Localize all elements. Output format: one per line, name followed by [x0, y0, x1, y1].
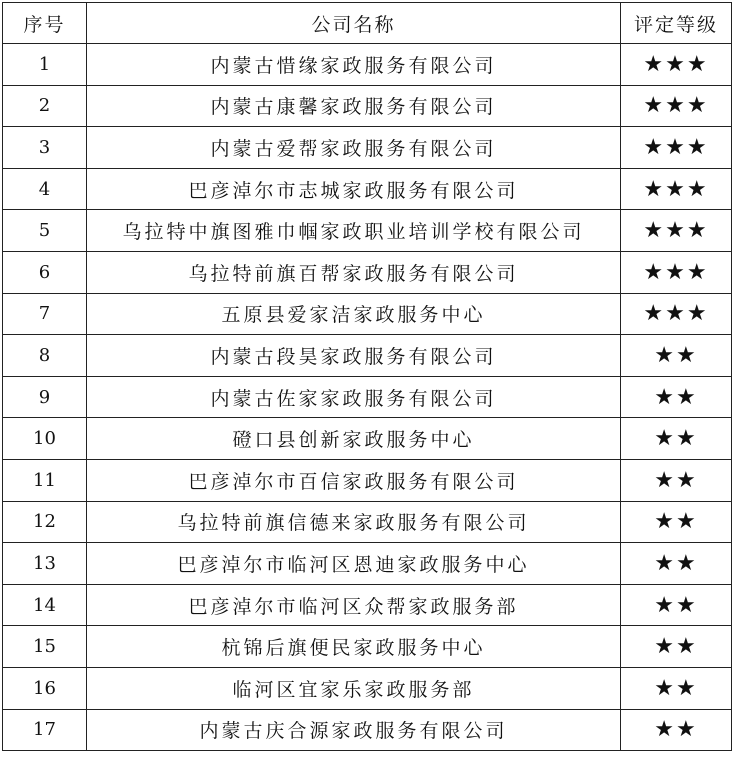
row-company-name: 内蒙古庆合源家政服务有限公司 — [87, 709, 621, 751]
row-company-name: 乌拉特前旗百帮家政服务有限公司 — [87, 251, 621, 293]
row-rating-stars: ★★★ — [621, 251, 732, 293]
row-company-name: 内蒙古段昊家政服务有限公司 — [87, 335, 621, 377]
row-serial-number: 2 — [3, 85, 87, 127]
row-serial-number: 8 — [3, 335, 87, 377]
row-serial-number: 1 — [3, 44, 87, 86]
row-serial-number: 11 — [3, 459, 87, 501]
row-serial-number: 4 — [3, 168, 87, 210]
table-row — [3, 210, 732, 252]
row-rating-stars: ★★ — [621, 501, 732, 543]
row-rating-stars: ★★ — [621, 626, 732, 668]
row-rating-stars: ★★ — [621, 376, 732, 418]
row-company-name: 巴彦淖尔市临河区恩迪家政服务中心 — [87, 543, 621, 585]
row-rating-stars: ★★ — [621, 667, 732, 709]
row-serial-number: 12 — [3, 501, 87, 543]
row-rating-stars: ★★★ — [621, 127, 732, 169]
table-row — [3, 251, 732, 293]
row-serial-number: 10 — [3, 418, 87, 460]
table-row — [3, 168, 732, 210]
row-company-name: 巴彦淖尔市临河区众帮家政服务部 — [87, 584, 621, 626]
company-rating-table — [2, 2, 732, 751]
row-company-name: 内蒙古爱帮家政服务有限公司 — [87, 127, 621, 169]
table-header — [3, 3, 732, 44]
row-company-name: 内蒙古惜缘家政服务有限公司 — [87, 44, 621, 86]
header-row — [3, 3, 732, 44]
row-rating-stars: ★★ — [621, 584, 732, 626]
row-serial-number: 15 — [3, 626, 87, 668]
row-company-name: 临河区宜家乐家政服务部 — [87, 667, 621, 709]
row-serial-number: 6 — [3, 251, 87, 293]
table-row — [3, 459, 732, 501]
row-serial-number: 3 — [3, 127, 87, 169]
table-row — [3, 667, 732, 709]
row-company-name: 乌拉特前旗信德来家政服务有限公司 — [87, 501, 621, 543]
row-rating-stars: ★★ — [621, 335, 732, 377]
row-serial-number: 7 — [3, 293, 87, 335]
row-rating-stars: ★★★ — [621, 210, 732, 252]
row-serial-number: 17 — [3, 709, 87, 751]
row-rating-stars: ★★★ — [621, 168, 732, 210]
row-rating-stars: ★★ — [621, 459, 732, 501]
table-row — [3, 543, 732, 585]
table-row — [3, 626, 732, 668]
table-row — [3, 709, 732, 751]
table-body — [3, 44, 732, 751]
row-serial-number: 5 — [3, 210, 87, 252]
row-company-name: 杭锦后旗便民家政服务中心 — [87, 626, 621, 668]
row-company-name: 巴彦淖尔市百信家政服务有限公司 — [87, 459, 621, 501]
table-row — [3, 293, 732, 335]
table-row — [3, 85, 732, 127]
row-serial-number: 16 — [3, 667, 87, 709]
table-row — [3, 335, 732, 377]
header-rating-level: 评定等级 — [621, 3, 732, 44]
row-rating-stars: ★★ — [621, 418, 732, 460]
row-serial-number: 9 — [3, 376, 87, 418]
table-row — [3, 584, 732, 626]
row-company-name: 内蒙古佐家家政服务有限公司 — [87, 376, 621, 418]
row-rating-stars: ★★ — [621, 709, 732, 751]
table-row — [3, 418, 732, 460]
row-company-name: 五原县爱家洁家政服务中心 — [87, 293, 621, 335]
row-rating-stars: ★★★ — [621, 44, 732, 86]
header-serial-number: 序号 — [3, 3, 87, 44]
row-company-name: 内蒙古康馨家政服务有限公司 — [87, 85, 621, 127]
row-company-name: 乌拉特中旗图雅巾帼家政职业培训学校有限公司 — [87, 210, 621, 252]
row-serial-number: 14 — [3, 584, 87, 626]
row-rating-stars: ★★★ — [621, 85, 732, 127]
table-row — [3, 376, 732, 418]
row-rating-stars: ★★★ — [621, 293, 732, 335]
row-serial-number: 13 — [3, 543, 87, 585]
table-row — [3, 44, 732, 86]
row-company-name: 磴口县创新家政服务中心 — [87, 418, 621, 460]
table-row — [3, 127, 732, 169]
table-row — [3, 501, 732, 543]
header-company-name: 公司名称 — [87, 3, 621, 44]
row-rating-stars: ★★ — [621, 543, 732, 585]
row-company-name: 巴彦淖尔市志城家政服务有限公司 — [87, 168, 621, 210]
